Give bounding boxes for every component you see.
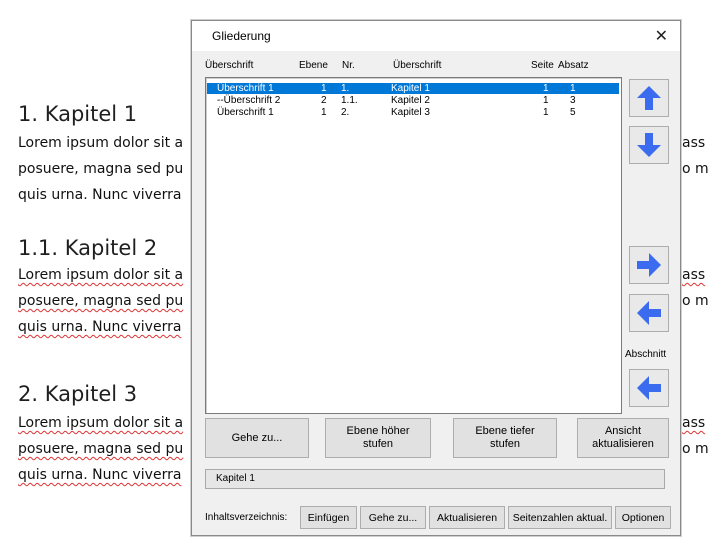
row-seite: 1 (543, 83, 549, 94)
arrow-left-icon (635, 299, 663, 327)
refresh-label-1: Ansicht (604, 425, 642, 437)
row-style: --Überschrift 2 (217, 95, 281, 106)
demote-label-1: Ebene tiefer (475, 425, 535, 437)
row-seite: 1 (543, 95, 549, 106)
row-ebene: 1 (321, 83, 327, 94)
row-title: Kapitel 1 (391, 83, 430, 94)
body-line-right: ass (682, 267, 706, 283)
arrow-up-icon (635, 84, 663, 112)
goto-button-label: Gehe zu... (231, 431, 283, 444)
heading-kapitel-2: 1.1. Kapitel 2 (18, 236, 158, 260)
demote-label-2: stufen (490, 438, 520, 450)
row-title: Kapitel 2 (391, 95, 430, 106)
body-line: posuere, magna sed pu (18, 441, 184, 457)
toc-update-pages-button[interactable]: Seitenzahlen aktual. (508, 506, 612, 529)
promote-button[interactable] (325, 418, 431, 458)
move-down-button[interactable] (629, 126, 669, 164)
refresh-view-button[interactable] (577, 418, 669, 458)
column-header-ueberschrift: Überschrift (205, 60, 254, 71)
row-absatz: 5 (570, 107, 576, 118)
promote-label-1: Ebene höher (346, 425, 410, 437)
list-item[interactable] (207, 83, 619, 94)
demote-level-button[interactable] (629, 246, 669, 284)
arrow-down-icon (635, 131, 663, 159)
row-absatz: 3 (570, 95, 576, 106)
row-ebene: 1 (321, 107, 327, 118)
heading-kapitel-3: 2. Kapitel 3 (18, 382, 138, 406)
row-title: Kapitel 3 (391, 107, 430, 118)
refresh-label-2: aktualisieren (592, 438, 654, 450)
goto-button[interactable] (205, 418, 309, 458)
body-line-right: o m (682, 161, 709, 177)
body-line-right: o m (682, 293, 709, 309)
toc-goto-button[interactable]: Gehe zu... (360, 506, 426, 529)
demote-button[interactable] (453, 418, 557, 458)
row-seite: 1 (543, 107, 549, 118)
column-header-ebene: Ebene (299, 60, 328, 71)
gliederung-dialog (191, 20, 681, 536)
body-line: quis urna. Nunc viverra (18, 187, 182, 203)
list-item[interactable] (207, 95, 619, 106)
body-line: quis urna. Nunc viverra (18, 319, 182, 335)
dialog-title: Gliederung (212, 29, 271, 43)
column-header-seite: Seite (531, 60, 554, 71)
promote-level-button[interactable] (629, 294, 669, 332)
close-icon[interactable]: ✕ (654, 28, 668, 45)
heading-kapitel-1: 1. Kapitel 1 (18, 102, 138, 126)
arrow-right-icon (635, 251, 663, 279)
column-header-nr: Nr. (342, 60, 355, 71)
body-line-right: o m (682, 441, 709, 457)
toc-options-button[interactable]: Optionen (615, 506, 671, 529)
row-style: Überschrift 1 (217, 83, 274, 94)
title-bar (192, 21, 680, 51)
body-line: posuere, magna sed pu (18, 161, 184, 177)
body-line: Lorem ipsum dolor sit a (18, 135, 184, 151)
row-ebene: 2 (321, 95, 327, 106)
list-item[interactable] (207, 107, 619, 118)
promote-label-2: stufen (363, 438, 393, 450)
toc-toolbar (201, 504, 668, 530)
row-style: Überschrift 1 (217, 107, 274, 118)
row-nr: 1.1. (341, 95, 358, 106)
body-line: Lorem ipsum dolor sit a (18, 415, 184, 431)
outline-list[interactable] (205, 77, 622, 414)
body-line: quis urna. Nunc viverra (18, 467, 182, 483)
abschnitt-label: Abschnitt (625, 349, 667, 360)
toc-insert-button[interactable]: Einfügen (300, 506, 357, 529)
status-field: Kapitel 1 (205, 469, 665, 489)
move-up-button[interactable] (629, 79, 669, 117)
row-nr: 2. (341, 107, 350, 118)
row-nr: 1. (341, 83, 350, 94)
abschnitt-left-button[interactable] (629, 369, 669, 407)
body-line-right: ass (682, 135, 706, 151)
body-line: posuere, magna sed pu (18, 293, 184, 309)
arrow-left-icon (635, 374, 663, 402)
toc-label: Inhaltsverzeichnis: (205, 512, 288, 523)
row-absatz: 1 (570, 83, 576, 94)
column-header-absatz: Absatz (558, 60, 589, 71)
body-line-right: ass (682, 415, 706, 431)
column-header-ueberschrift-title: Überschrift (393, 60, 442, 71)
toc-update-button[interactable]: Aktualisieren (429, 506, 505, 529)
body-line: Lorem ipsum dolor sit a (18, 267, 184, 283)
